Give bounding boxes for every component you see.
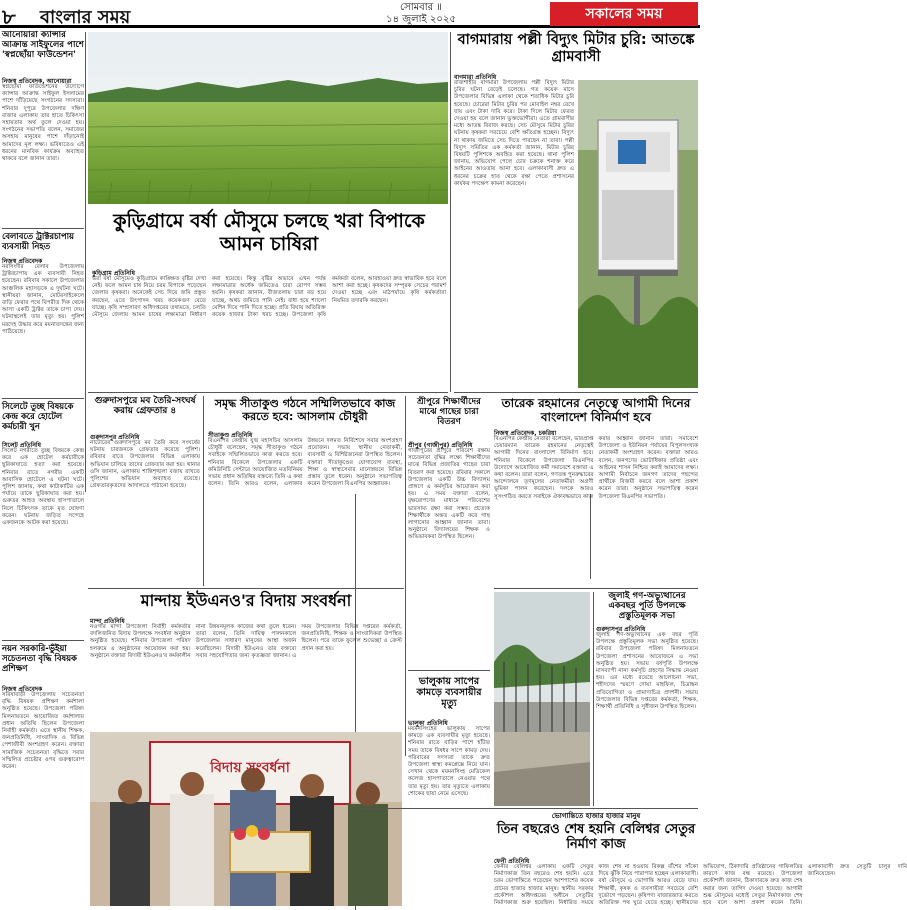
award-ceremony-photo — [90, 732, 402, 906]
section-divider — [454, 392, 698, 393]
newspaper-logo: সকালের সময় — [550, 2, 698, 26]
column-rule — [593, 592, 594, 806]
byline-unoaward: মান্দা প্রতিনিধি — [90, 618, 125, 625]
byline-gurudaspur: গুরুদাসপুর প্রতিনিধি — [90, 434, 140, 441]
section-divider — [88, 588, 404, 589]
column-rule — [450, 32, 451, 392]
section-divider — [408, 670, 490, 671]
headline-bus: বেলাবতে ট্রাক্টরচাপায় ব্যবসায়ী নিহত — [2, 231, 74, 251]
date-block — [356, 2, 486, 26]
kicker-bridge: ভোগান্তিতে হাজার হাজার মানুষ — [551, 812, 641, 820]
body-bagmara: রাজশাহীর বাগমারা উপজেলায় পল্লী বিদ্যুৎ মিটার চুরির ঘটনা বেড়েই চলেছে। গত কয়েক মাসে উপজেলার বিভিন্ন এলাকা থেকে শতাধিক মিটার চুরি হয়েছে। চোরেরা মিটার চুরির পর মোবাইল নম্বর রেখে যায় এবং টাকা দাবি করে। টাকা দিলে মিটার ফেরত দেওয়া হয় বলে জানান ভুক্তভোগীরা। এতে গ্রামবাসীর মধ্যে আতঙ্ক বিরাজ করছে। সেচ মৌসুমে মিটার চুরির ঘটনায় কৃষকরা সবচেয়ে বেশি ক্ষতিগ্রস্ত হচ্ছেন। বিদ্যুৎ না থাকায় জমিতে সেচ দিতে পারছেন না তারা। পল্লী বিদ্যুৎ সমিতির এক কর্মকর্তা জানান, মিটার চুরির বিষয়টি পুলিশকে অবহিত করা হয়েছে। থানা পুলিশ জানায়, অভিযোগ পেলে চোর চক্রকে শনাক্ত করে আইনের আওতায় আনা হবে। এলাকাবাসী দ্রুত এ ধরনের চক্রের হাত থেকে রক্ষা পেতে প্রশাসনের কার্যকর পদক্ষেপ কামনা করেছেন। — [454, 80, 574, 187]
byline-saifur: নিজস্ব প্রতিবেদক, আনোয়ারা — [2, 78, 72, 85]
weekday: সোমবার ॥ — [400, 2, 442, 13]
body-kurigram: ভরা বর্ষা মৌসুমেও কুড়িগ্রামে কাঙ্ক্ষিত বৃষ্টির দেখা নেই। ফলে আমন চাষ নিয়ে চরম বিপাকে পড়েছেন জেলার কৃষকরা। অনেকেই সেচ দিয়ে জমি প্রস্তুত করছেন, এতে উৎপাদন খরচ কয়েকগুণ বেড়ে যাচ্ছে। কৃষি সম্প্রসারণ অধিদপ্তরের তথ্যমতে, চলতি মৌসুমে জেলায় আমন চাষের লক্ষ্যমাত্রা নির্ধারণ করা হয়েছে। কিন্তু বৃষ্টির অভাবে এখন পর্যন্ত লক্ষ্যমাত্রার অর্ধেক জমিতেও চারা রোপণ সম্ভব হয়নি। কৃষকরা জানান, বীজতলায় চারা বড় হয়ে যাচ্ছে, অথচ জমিতে পানি নেই। বাধ্য হয়ে শ্যালো মেশিন দিয়ে পানি দিতে হচ্ছে। প্রতি বিঘায় অতিরিক্ত কয়েক হাজার টাকা খরচ হচ্ছে। উপজেলা কৃষি কর্মকর্তা বলেন, আবহাওয়া দ্রুত স্বাভাবিক হবে বলে আশা করা হচ্ছে। কৃষকদের সম্পূরক সেচের পরামর্শ দেওয়া হচ্ছে এবং মাঠপর্যায়ে কৃষি কর্মকর্তারা নিয়মিত তদারকি করছেন। — [92, 276, 446, 319]
body-unoaward: নওগাঁর মান্দা উপজেলা নির্বাহী কর্মকর্তার বদলিজনিত বিদায় উপলক্ষে সংবর্ধনা অনুষ্ঠান অনুষ্ঠিত হয়েছে। শনিবার উপজেলা পরিষদ হলরুমে এ অনুষ্ঠানের আয়োজন করা হয়। অনুষ্ঠানে বক্তারা বিদায়ী ইউএনও'র কর্মকালীন নানা উন্নয়নমূলক কাজের কথা তুলে ধরেন। তারা বলেন, তিনি দায়িত্ব পালনকালে উপজেলার সাধারণ মানুষের আস্থা অর্জন করেছিলেন। বিদায়ী ইউএনও তার বক্তব্যে সবার সহযোগিতার জন্য কৃতজ্ঞতা জানান। এ সময় উপজেলার বিভিন্ন দপ্তরের কর্মকর্তা, জনপ্রতিনিধি, শিক্ষক ও সাংবাদিকরা উপস্থিত ছিলেন। পরে তাকে ফুলেল শুভেচ্ছা ও ক্রেস্ট প্রদান করা হয়। — [90, 624, 402, 659]
page-section-name: বাংলার সময় — [40, 7, 131, 28]
byline-july: গুরুদাসপুর প্রতিনিধি — [596, 626, 646, 633]
byline-bridge: ফেনী প্রতিনিধি — [494, 858, 530, 865]
byline-sitakunda: সীতাকুণ্ড প্রতিনিধি — [208, 432, 253, 439]
section-divider — [494, 588, 698, 589]
body-nayan: সরিষাবাড়ী উপজেলায় সচেতনতা বৃদ্ধি বিষয়ক প্রশিক্ষণ কর্মশালা অনুষ্ঠিত হয়েছে। উপজেলা পরিষদ মিলনায়তনে আয়োজিত কর্মশালায় প্রধান অতিথি ছিলেন উপজেলা নির্বাহী কর্মকর্তা। এতে স্থানীয় শিক্ষক, জনপ্রতিনিধি, সাংবাদিক ও বিভিন্ন পেশাজীবী অংশগ্রহণ করেন। বক্তারা সামাজিক সচেতনতা বৃদ্ধিতে সবার সম্মিলিত প্রচেষ্টার ওপর গুরুত্বারোপ করেন। — [2, 692, 84, 771]
section-divider — [2, 398, 84, 399]
body-saifur: স্বপ্নছোঁয়া ফাউন্ডেশনের উদ্যোগে ক্যান্সার আক্রান্ত সাইফুল ইসলামের পাশে দাঁড়িয়েছে সংগঠনের সদস্যরা। শনিবার দুপুরে উপজেলার দক্ষিণ বাজার এলাকায় তার হাতে চিকিৎসা সহায়তার অর্থ তুলে দেওয়া হয়। সংগঠনের সভাপতি বলেন, সমাজের অসহায় মানুষের পাশে দাঁড়ানোই আমাদের মূল লক্ষ্য। ভবিষ্যতেও এই ধরনের মানবিক কার্যক্রম অব্যাহত থাকবে বলে জানান তারা। — [2, 84, 84, 163]
byline-tarique: নিজস্ব প্রতিবেদক, চকরিয়া — [494, 430, 557, 437]
body-sitakunda: বিএনপির কেন্দ্রীয় যুগ্ম মহাসচিব আসলাম চৌধুরী বলেছেন, সমৃদ্ধ সীতাকুণ্ড গঠনে সবাইকে সম্মিলিতভাবে কাজ করতে হবে। শনিবার বিকেলে উপজেলার একটি কমিউনিটি সেন্টারে আয়োজিত মতবিনিময় সভায় প্রধান অতিথির বক্তব্যে তিনি এ কথা বলেন। তিনি আরও বলেন, এলাকার উন্নয়নে দলমত নির্বিশেষে সবার অংশগ্রহণ প্রয়োজন। সভায় স্থানীয় নেতাকর্মী, ব্যবসায়ী ও বিশিষ্টজনেরা উপস্থিত ছিলেন। বক্তারা সীতাকুণ্ডের যোগাযোগ ব্যবস্থা, শিক্ষা ও স্বাস্থ্যসেবার মানোন্নয়নে বিভিন্ন প্রস্তাব তুলে ধরেন। অনুষ্ঠানে সভাপতিত্ব করেন উপজেলা বিএনপির আহ্বায়ক। — [208, 438, 402, 488]
byline-bagmara: বাগমারা প্রতিনিধি — [454, 74, 497, 81]
section-divider — [88, 392, 448, 393]
headline-tarique: তারেক রহমানের নেতৃত্বে আগামী দিনের বাংলাদেশ বিনির্মাণ হবে — [501, 396, 691, 425]
byline-nayan: নিজস্ব প্রতিবেদক — [2, 686, 43, 693]
section-divider — [2, 640, 84, 641]
body-bhaluka: ময়মনসিংহের ভালুকায় সাপের কামড়ে এক ব্যবসায়ীর মৃত্যু হয়েছে। শনিবার রাতে বাড়ির পাশে হাঁটার সময় তাকে বিষধর সাপে কামড় দেয়। পরিবারের সদস্যরা তাকে দ্রুত উপজেলা স্বাস্থ্য কমপ্লেক্সে নিয়ে যান। সেখান থেকে ময়মনসিংহ মেডিকেল কলেজ হাসপাতালে নেওয়ার পথে তার মৃত্যু হয়। তার মৃত্যুতে এলাকায় শোকের ছায়া নেমে এসেছে। — [408, 726, 490, 797]
section-divider — [2, 228, 84, 229]
headline-sitakunda: সমৃদ্ধ সীতাকুণ্ড গঠনে সম্মিলিতভাবে কাজ করতে হবে: আসলাম চৌধুরী — [214, 397, 396, 423]
column-rule — [203, 396, 204, 586]
byline-bus: নিজস্ব প্রতিবেদক — [2, 258, 43, 265]
body-gurudaspur: নাটোরের গুরুদাসপুরে মব তৈরি করে সংঘর্ষের ঘটনায় চারজনকে গ্রেফতার করেছে পুলিশ। রবিবার রাতে উপজেলার বিভিন্ন এলাকায় অভিযান চালিয়ে তাদের গ্রেফতার করা হয়। থানার ওসি জানান, এলাকায় শান্তিশৃঙ্খলা বজায় রাখতে পুলিশের অভিযান অব্যাহত রয়েছে। গ্রেফতারকৃতদের আদালতে পাঠানো হয়েছে। — [90, 440, 200, 490]
page-number: ৮ — [2, 4, 16, 29]
byline-bhaluka: ভালুকা প্রতিনিধি — [408, 720, 448, 727]
headline-kurigram: কুড়িগ্রামে বর্ষা মৌসুমে চলছে খরা বিপাকে আমন চাষিরা — [113, 210, 425, 256]
banner-text: বিদায় সংবর্ধনা — [210, 760, 290, 776]
masthead — [0, 0, 700, 28]
issue-date: ১৪ জুলাই ২০২৫ — [386, 14, 456, 25]
body-bridge: ফেনীর বেলিশ্বর এলাকায় একটি সেতুর নির্মাণকাজ তিন বছরেও শেষ হয়নি। এতে চরম ভোগান্তিতে পড়েছেন আশপাশের কয়েক গ্রামের হাজার হাজার মানুষ। স্থানীয় সরকার প্রকৌশল অধিদপ্তরের অধীনে সেতুটির নির্মাণকাজ শুরু হয়েছিল। নির্ধারিত সময়ে কাজ শেষ না হওয়ায় বিকল্প বাঁশের সাঁকো দিয়ে ঝুঁকি নিয়ে পারাপার হচ্ছেন এলাকাবাসী। বর্ষা মৌসুমে এ ভোগান্তি আরও বেড়ে যায়। শিক্ষার্থী, কৃষক ও ব্যবসায়ীরা সবচেয়ে বেশি দুর্ভোগে পড়ছেন। কৃষিপণ্য বাজারজাত করতে অতিরিক্ত পথ ঘুরে যেতে হচ্ছে। স্থানীয়দের অভিযোগ, ঠিকাদারি প্রতিষ্ঠানের গাফিলতির কারণে কাজ বন্ধ রয়েছে। উপজেলা প্রকৌশলী জানান, ঠিকাদারকে দ্রুত কাজ শেষ করার জন্য তাগিদ দেওয়া হয়েছে। আগামী শুষ্ক মৌসুমের মধ্যেই সেতুর নির্মাণকাজ শেষ হবে বলে আশা প্রকাশ করেন তিনি। এলাকাবাসী দ্রুত সেতুটি চালুর দাবি জানিয়েছেন। — [494, 864, 907, 907]
headline-bhaluka: ভালুকায় সাপের কামড়ে ব্যবসায়ীর মৃত্যু — [416, 676, 482, 710]
headline-bridge: তিন বছরেও শেষ হয়নি বেলিশ্বর সেতুর নির্মাণ কাজ — [496, 822, 696, 853]
body-bus: নরসিংদীর বেলাব উপজেলায় ট্রাক্টরচাপায় এক ব্যবসায়ী নিহত হয়েছেন। রবিবার সকালে উপজেলার আঞ্চলিক মহাসড়কে এ দুর্ঘটনা ঘটে। স্থানীয়রা জানান, মোটরসাইকেলে বাড়ি ফেরার পথে বিপরীত দিক থেকে আসা একটি ট্রাক্টর তাকে চাপা দেয়। ঘটনাস্থলেই তার মৃত্যু হয়। পুলিশ মরদেহ উদ্ধার করে ময়নাতদন্তের জন্য পাঠিয়েছে। — [2, 264, 84, 335]
headline-july: জুলাই গণ-অভ্যুত্থানের একবছর পূর্তি উপলক্ষে প্রস্তুতিমূলক সভা — [608, 591, 686, 621]
column-rule — [405, 396, 406, 756]
body-sylhet: সিলেট নগরীতে তুচ্ছ বিষয়কে কেন্দ্র করে এক হোটেল কর্মচারীকে ছুরিকাঘাতে হত্যা করা হয়েছে। শনিবার রাতে নগরীর একটি আবাসিক হোটেলে এ ঘটনা ঘটে। পুলিশ জানায়, কথা কাটাকাটির এক পর্যায়ে তাকে ছুরিকাঘাত করা হয়। গুরুতর আহত অবস্থায় হাসপাতালে নিলে চিকিৎসক তাকে মৃত ঘোষণা করেন। ঘটনায় জড়িত সন্দেহে একজনকে আটক করা হয়েছে। — [2, 448, 84, 527]
byline-sreepur: শ্রীপুর (গাজীপুর) প্রতিনিধি — [408, 442, 473, 449]
section-divider — [358, 808, 698, 809]
byline-sylhet: সিলেট প্রতিনিধি — [2, 442, 41, 449]
body-july: জুলাই গণ-অভ্যুত্থানের এক বছর পূর্তি উপলক্ষে প্রস্তুতিমূলক সভা অনুষ্ঠিত হয়েছে। রবিবার উপজেলা পরিষদ মিলনায়তনে উপজেলা প্রশাসনের আয়োজনে এ সভা অনুষ্ঠিত হয়। সভায় বর্ষপূর্তি উপলক্ষে মাসব্যাপী নানা কর্মসূচি গ্রহণের সিদ্ধান্ত নেওয়া হয়। এর মধ্যে রয়েছে আলোচনা সভা, শহীদদের স্মরণে দোয়া মাহফিল, চিত্রাঙ্কন প্রতিযোগিতা ও প্রামাণ্যচিত্র প্রদর্শনী। সভায় উপজেলার বিভিন্ন দপ্তরের কর্মকর্তা, শিক্ষক, শিক্ষার্থী প্রতিনিধি ও সুধীজন উপস্থিত ছিলেন। — [596, 632, 698, 711]
body-sreepur: গাজীপুরের শ্রীপুরে পরিবেশ রক্ষায় সচেতনতা বৃদ্ধির লক্ষ্যে শিক্ষার্থীদের মাঝে বিভিন্ন প্রজাতির গাছের চারা বিতরণ করা হয়েছে। রবিবার সকালে উপজেলার একটি উচ্চ বিদ্যালয় প্রাঙ্গণে এ কর্মসূচির আয়োজন করা হয়। এ সময় বক্তারা বলেন, বৃক্ষরোপণের মাধ্যমে পরিবেশের ভারসাম্য রক্ষা করা সম্ভব। প্রত্যেক শিক্ষার্থীকে অন্তত একটি করে গাছ লাগানোর আহ্বান জানান তারা। অনুষ্ঠানে বিদ্যালয়ের শিক্ষক ও অভিভাবকরা উপস্থিত ছিলেন। — [408, 448, 490, 541]
headline-sylhet: সিলেটে তুচ্ছ বিষয়কে কেন্দ্র করে হোটেল কর্মচারী খুন — [2, 401, 74, 431]
body-tarique: বিএনপির কেন্দ্রীয় নেতারা বলেছেন, ভারপ্রাপ্ত চেয়ারম্যান তারেক রহমানের নেতৃত্বেই আগামী দিনের বাংলাদেশ বিনির্মাণ হবে। শনিবার বিকেলে উপজেলা বিএনপির উদ্যোগে আয়োজিত কর্মী সমাবেশে বক্তারা এ কথা বলেন। তারা বলেন, গণতন্ত্র পুনরুদ্ধারের আন্দোলনে তৃণমূলের নেতাকর্মীরা অগ্রণী ভূমিকা পালন করেছেন। দলকে আরও সুসংগঠিত করতে সবাইকে ঐক্যবদ্ধভাবে কাজ করার আহ্বান জানান তারা। সমাবেশে উপজেলা ও ইউনিয়ন পর্যায়ের বিপুলসংখ্যক নেতাকর্মী অংশগ্রহণ করেন। বক্তারা আরও বলেন, জনগণের ভোটাধিকার প্রতিষ্ঠা এবং আইনের শাসন নিশ্চিত করাই আমাদের লক্ষ্য। আগামী নির্বাচনে জনগণ তাদের পছন্দের প্রার্থীকে বিজয়ী করবে বলে আশা প্রকাশ করেন তারা। অনুষ্ঠানে সভাপতিত্ব করেন উপজেলা বিএনপির সভাপতি। — [494, 436, 698, 500]
headline-gurudaspur: গুরুদাসপুরে মব তৈরি-সংঘর্ষ করায় গ্রেফতার ৪ — [94, 396, 196, 417]
bridge-construction-photo — [494, 592, 590, 806]
electric-meter-photo — [578, 80, 698, 388]
headline-saifur: আনোয়ারা ক্যান্সার আক্রান্ত সাইফুলের পাশে 'স্বপ্নছোঁয়া ফাউন্ডেশন' — [2, 30, 84, 60]
headline-unoaward: মান্দায় ইউএনও'র বিদায় সংবর্ধনা — [140, 591, 352, 610]
byline-kurigram: কুড়িগ্রাম প্রতিনিধি — [92, 270, 135, 277]
headline-nayan: নয়ন সরকারি-ভুঁইয়া সচেতনতা বৃদ্ধি বিষয়ক প্রশিক্ষণ — [2, 643, 77, 673]
headline-bagmara: বাগমারায় পল্লী বিদ্যুৎ মিটার চুরি: আতঙ্কে গ্রামবাসী — [457, 32, 695, 66]
rice-field-photo — [88, 32, 448, 204]
headline-sreepur: শ্রীপুরে শিক্ষার্থীদের মাঝে গাছের চারা বিতরণ — [417, 397, 481, 427]
column-rule — [85, 32, 86, 492]
